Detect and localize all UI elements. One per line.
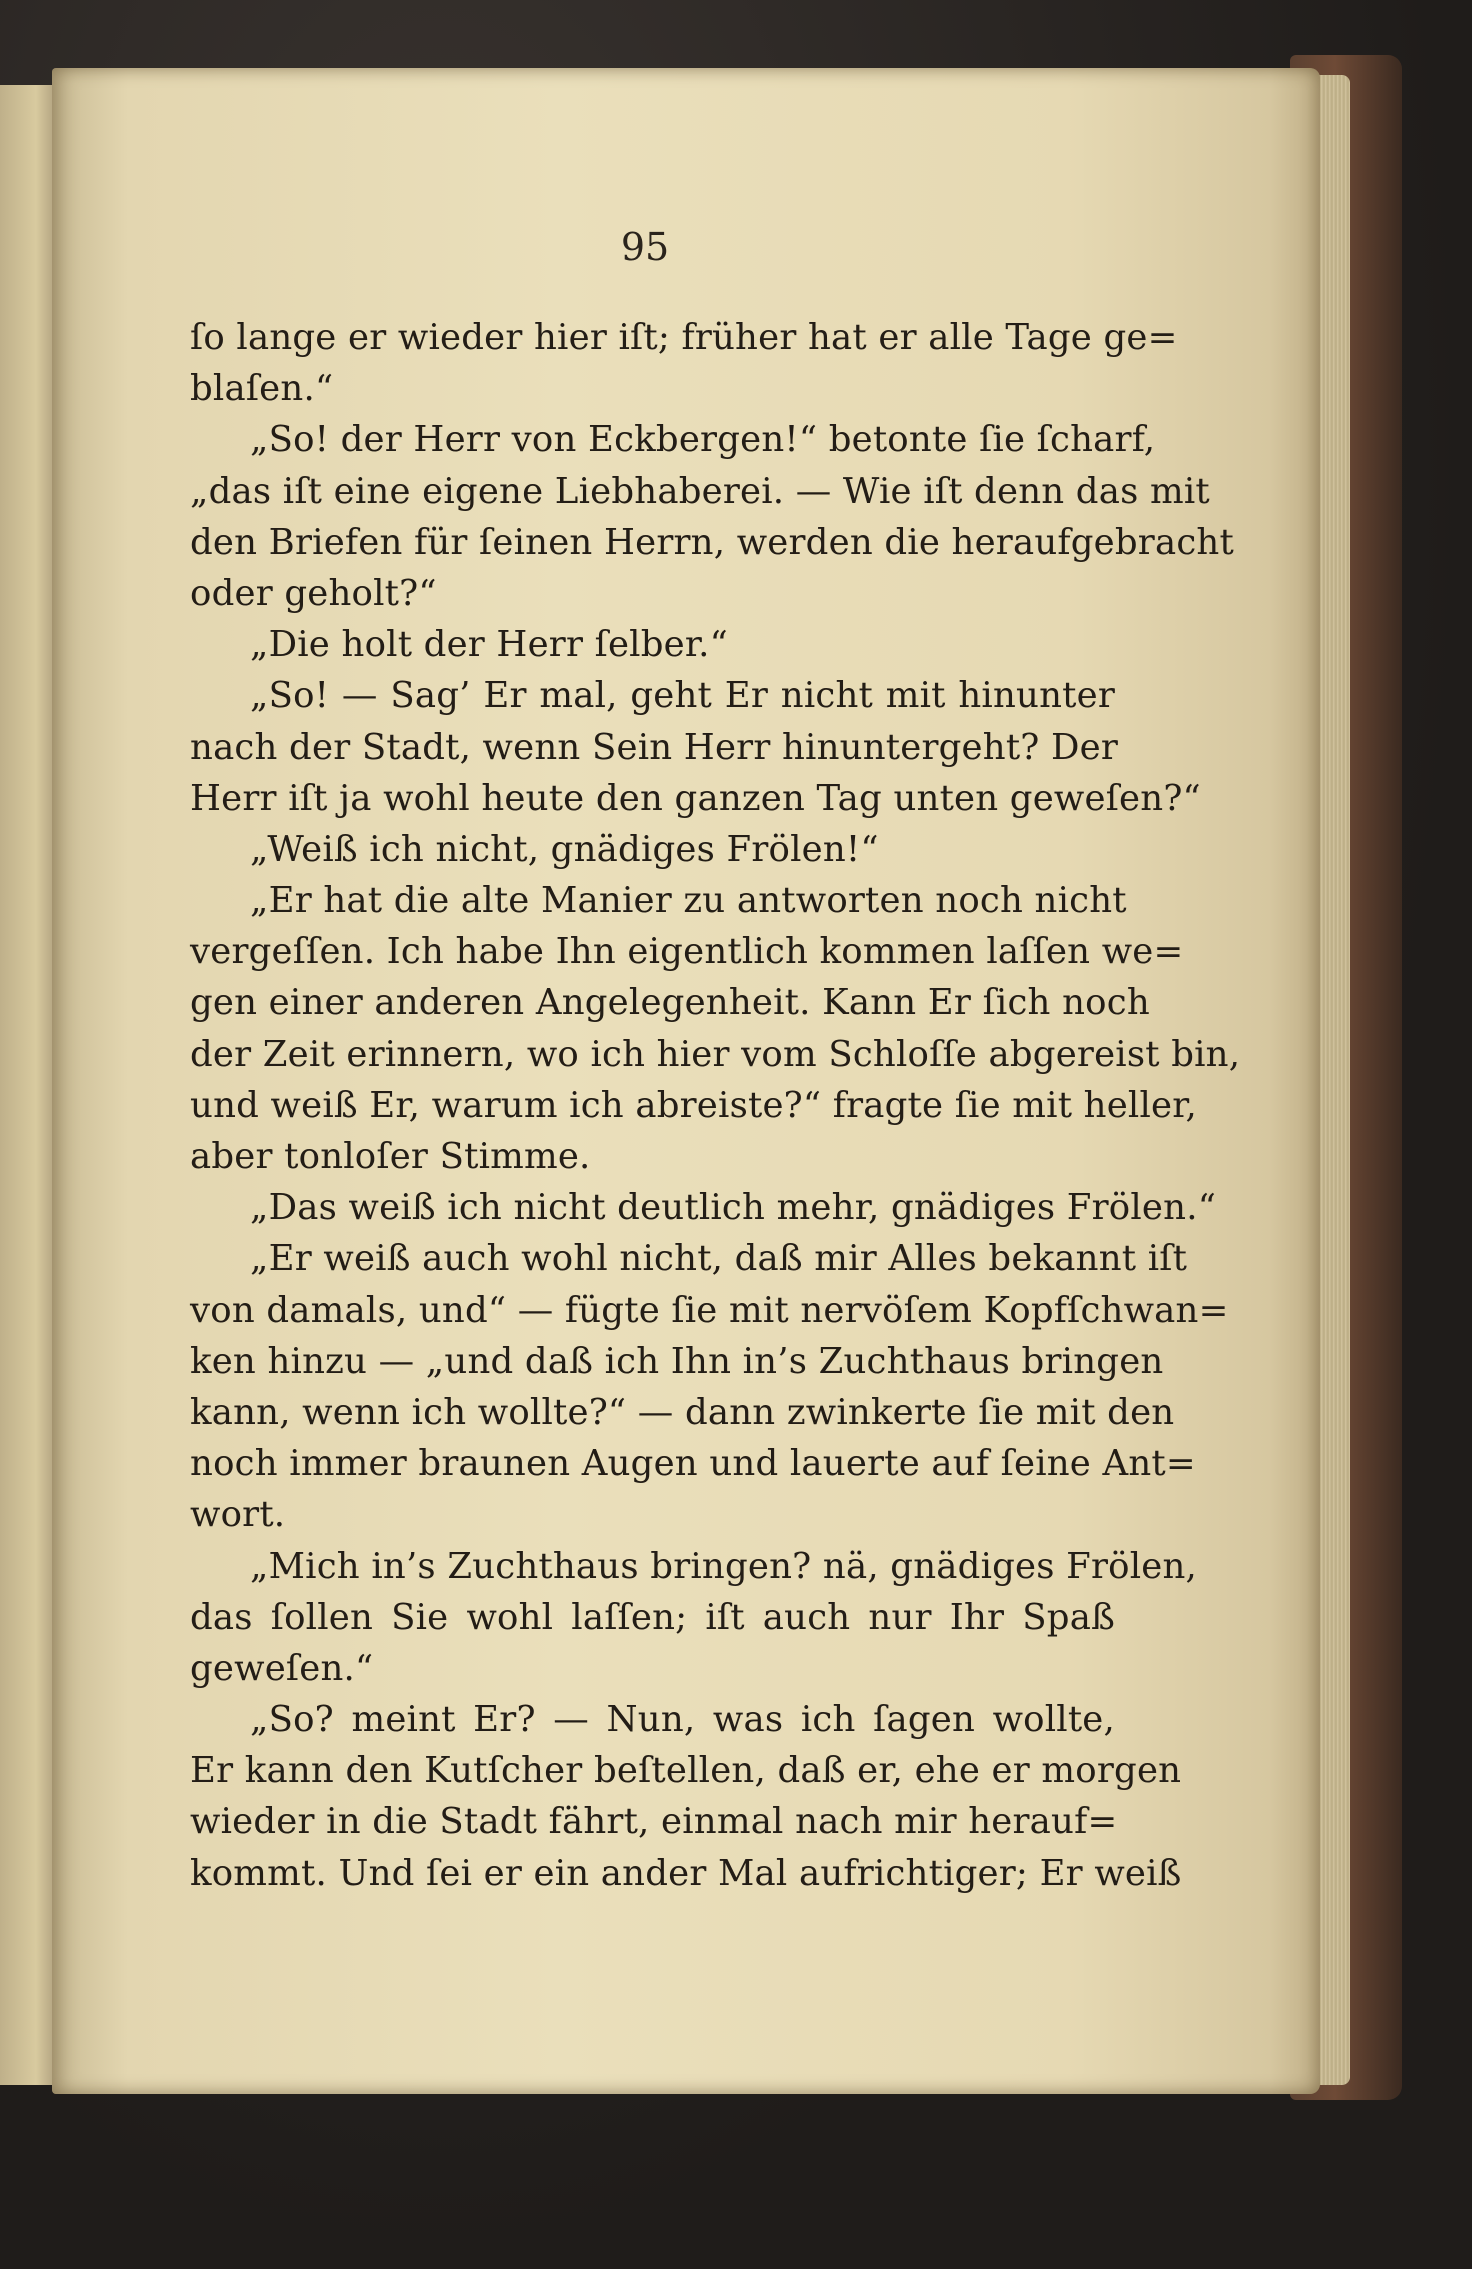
text-line: „Er weiß auch wohl nicht, daß mir Alles bekannt iſt [250, 1238, 1188, 1280]
text-line: „So? meint Er? — Nun, was ich ſagen wollte, [250, 1699, 1115, 1741]
text-line: „So! — Sag’ Er mal, geht Er nicht mit hinunter [250, 675, 1115, 717]
text-line: den Briefen für ſeinen Herrn, werden die heraufgebracht [190, 521, 1234, 563]
page-text [190, 312, 1241, 1899]
text-line: blaſen.“ [190, 368, 334, 410]
text-line: nach der Stadt, wenn Sein Herr hinuntergeht? Der [190, 726, 1119, 768]
text-line: aber tonloſer Stimme. [190, 1136, 591, 1177]
text-line: noch immer braunen Augen und lauerte auf ſeine Ant= [190, 1443, 1196, 1485]
text-line: Er kann den Kutſcher beſtellen, daß er, ehe er morgen [190, 1750, 1182, 1792]
facing-page-edge [0, 85, 60, 2085]
text-line: „Die holt der Herr ſelber.“ [250, 624, 728, 666]
text-line: „Er hat die alte Manier zu antworten noch nicht [250, 880, 1127, 922]
text-line: das ſollen Sie wohl laſſen; iſt auch nur Ihr Spaß [190, 1596, 1115, 1638]
text-line: wieder in die Stadt fährt, einmal nach mir herauf= [190, 1801, 1118, 1843]
text-line: oder geholt?“ [190, 572, 437, 614]
text-line: von damals, und“ — fügte ſie mit nervöſem Kopfſchwan= [190, 1289, 1229, 1331]
text-line: „Das weiß ich nicht deutlich mehr, gnädiges Frölen.“ [250, 1187, 1217, 1229]
text-line: wort. [190, 1494, 286, 1536]
text-line: geweſen.“ [190, 1647, 374, 1689]
text-line: „Weiß ich nicht, gnädiges Frölen!“ [250, 828, 879, 870]
text-line: Herr iſt ja wohl heute den ganzen Tag unten geweſen?“ [190, 777, 1201, 819]
text-line: „Mich in’s Zuchthaus bringen? nä, gnädiges Frölen, [250, 1545, 1198, 1587]
text-line: kann, wenn ich wollte?“ — dann zwinkerte ſie mit den [190, 1391, 1175, 1433]
text-line: „das iſt eine eigene Liebhaberei. — Wie iſt denn das mit [190, 470, 1210, 512]
text-line: gen einer anderen Angelegenheit. Kann Er ſich noch [190, 982, 1150, 1024]
text-line: und weiß Er, warum ich abreiste?“ fragte ſie mit heller, [190, 1084, 1197, 1126]
text-line: kommt. Und ſei er ein ander Mal aufrichtiger; Er weiß [190, 1852, 1182, 1894]
text-line: ken hinzu — „und daß ich Ihn in’s Zuchthaus bringen [190, 1340, 1164, 1382]
text-line: „So! der Herr von Eckbergen!“ betonte ſie ſcharf, [250, 419, 1156, 461]
text-line: ſo lange er wieder hier iſt; früher hat er alle Tage ge= [190, 317, 1178, 358]
page-number: 95 [620, 225, 670, 269]
text-line: der Zeit erinnern, wo ich hier vom Schloſſe abgereist bin, [190, 1033, 1241, 1075]
text-line: vergeſſen. Ich habe Ihn eigentlich kommen laſſen we= [190, 931, 1184, 973]
